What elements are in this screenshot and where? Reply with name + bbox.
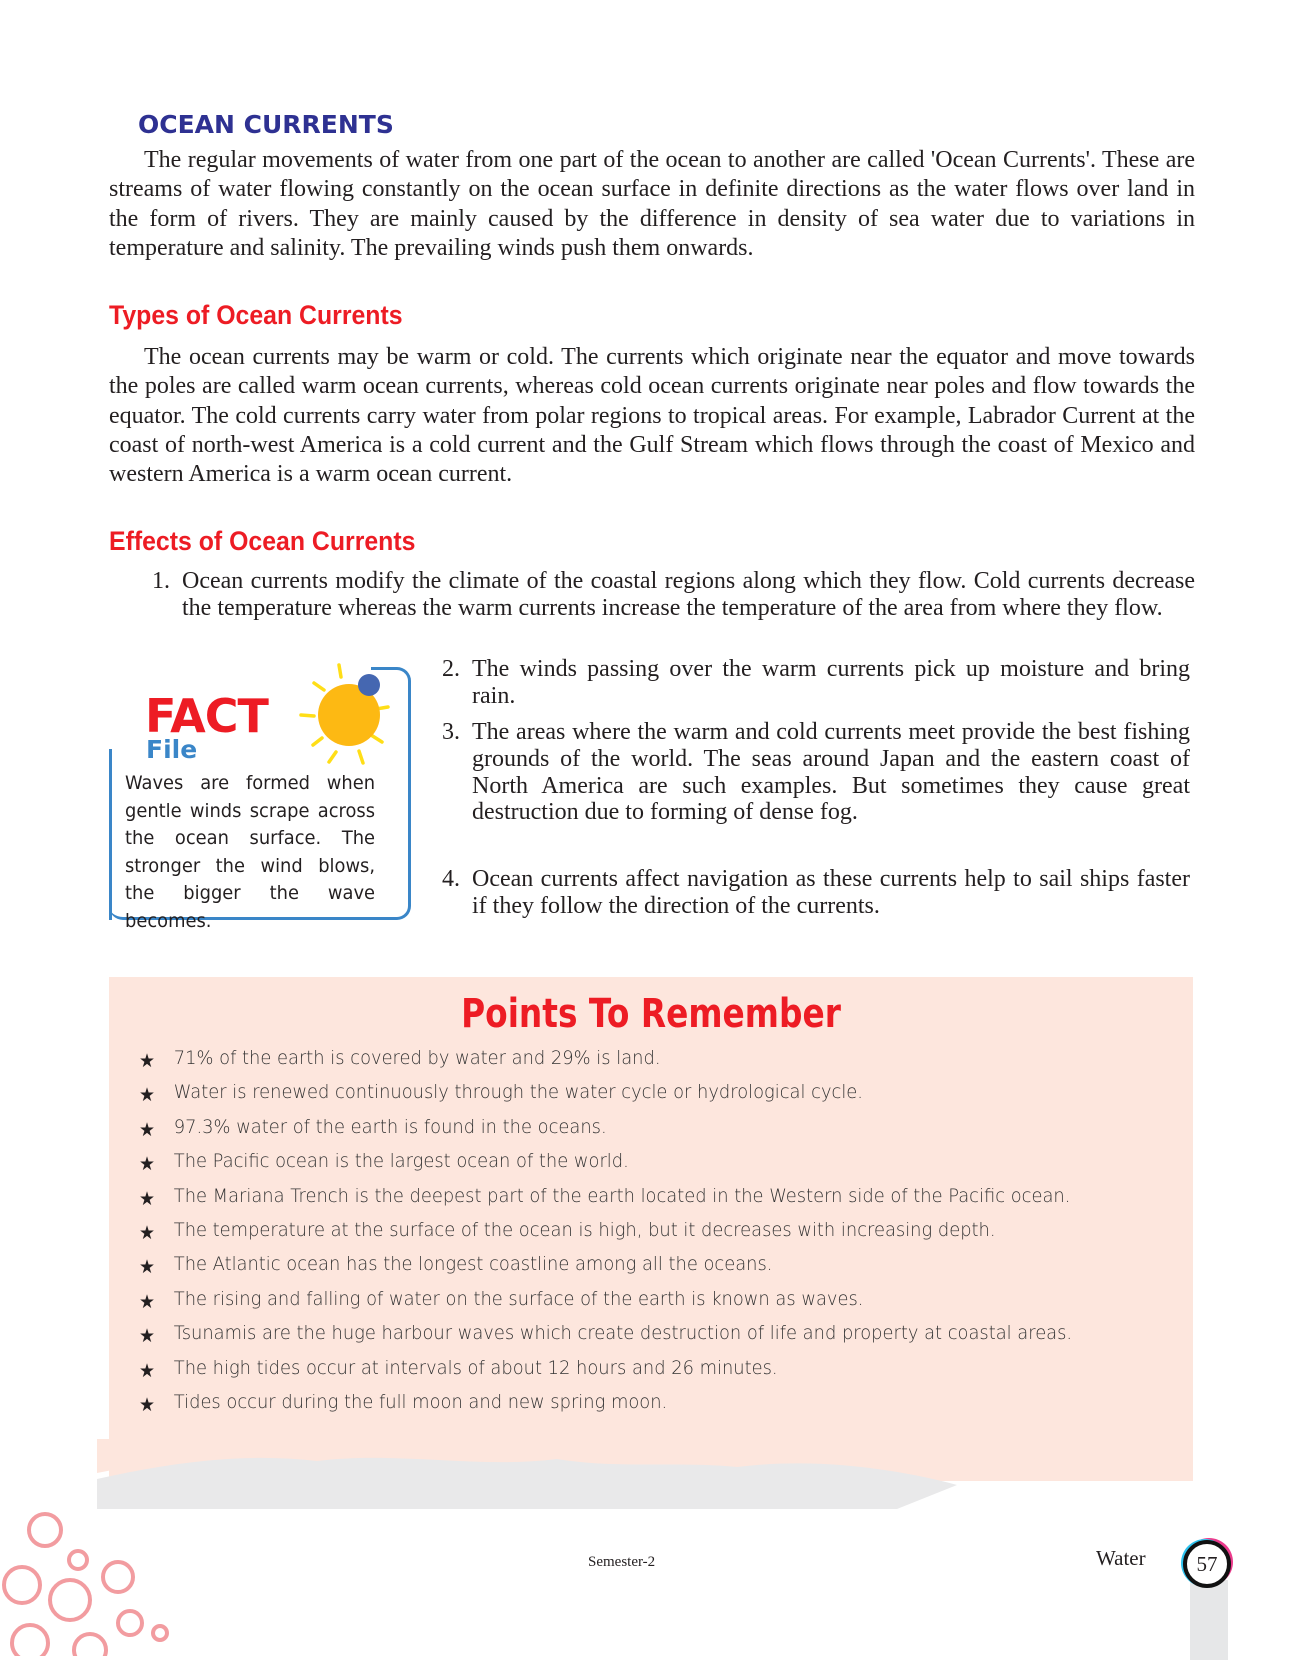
points-title: Points To Remember bbox=[461, 991, 841, 1037]
point-text: The Atlantic ocean has the longest coastline among all the oceans. bbox=[173, 1253, 773, 1276]
point-text: Water is renewed continuously through the water cycle or hydrological cycle. bbox=[173, 1081, 863, 1104]
point-text: The rising and falling of water on the surface of the earth is known as waves. bbox=[173, 1287, 864, 1310]
point-item bbox=[139, 1219, 1072, 1253]
footer-chapter: Water bbox=[1096, 1546, 1146, 1570]
section-heading: OCEAN CURRENTS bbox=[138, 110, 394, 139]
list-item bbox=[442, 719, 1190, 826]
point-text: The temperature at the surface of the ocean is high, but it decreases with increasing depth. bbox=[173, 1218, 996, 1241]
intro-paragraph: The regular movements of water from one part of the ocean to another are called 'Ocean Currents'. These are streams of water flowing constantly on the ocean surface in definite directions as the water flows over land in the form of rivers. They are mainly caused by the difference in density of sea water due to variations in temperature and salinity. The prevailing winds push them onwards. bbox=[109, 147, 1195, 261]
types-paragraph: The ocean currents may be warm or cold. The currents which originate near the equator and move towards the poles are called warm ocean currents, whereas cold ocean currents originate near poles and flow towards the equator. The cold currents carry water from polar regions to tropical areas. For example, Labrador Current at the coast of north-west America is a cold current and the Gulf Stream which flows through the coast of Mexico and western America is a warm ocean current. bbox=[109, 344, 1195, 488]
star-icon: ★ bbox=[139, 1153, 156, 1176]
point-item bbox=[139, 1322, 1072, 1356]
decorative-circles bbox=[0, 1505, 175, 1656]
fact-text: Waves are formed when gentle winds scrape across the ocean surface. The stronger the wind blows, the bigger the wave becomes. bbox=[125, 772, 376, 932]
star-icon: ★ bbox=[139, 1359, 156, 1382]
point-text: 71% of the earth is covered by water and 29% is land. bbox=[173, 1047, 661, 1069]
list-item bbox=[152, 568, 1195, 622]
torn-paper-decoration bbox=[97, 1439, 1197, 1509]
point-text: The high tides occur at intervals of about 12 hours and 26 minutes. bbox=[173, 1356, 778, 1379]
item-number: 4. bbox=[442, 866, 460, 892]
point-text: Tsunamis are the huge harbour waves which create destruction of life and property at coastal areas. bbox=[173, 1322, 1073, 1345]
point-item bbox=[139, 1116, 1072, 1150]
star-icon: ★ bbox=[139, 1256, 156, 1279]
point-text: The Pacific ocean is the largest ocean of the world. bbox=[173, 1150, 629, 1173]
fact-title: FACT bbox=[145, 689, 268, 743]
point-item bbox=[139, 1288, 1072, 1322]
star-icon: ★ bbox=[139, 1325, 156, 1348]
point-item bbox=[139, 1357, 1072, 1391]
list-item bbox=[442, 866, 1190, 920]
point-text: 97.3% water of the earth is found in the oceans. bbox=[173, 1115, 607, 1138]
star-icon: ★ bbox=[139, 1118, 156, 1141]
point-item bbox=[139, 1150, 1072, 1184]
star-icon: ★ bbox=[139, 1393, 156, 1416]
item-text: The winds passing over the warm currents pick up moisture and bring rain. bbox=[472, 656, 1190, 709]
star-icon: ★ bbox=[139, 1187, 156, 1210]
item-text: Ocean currents affect navigation as these currents help to sail ships faster if they follow the direction of the currents. bbox=[472, 866, 1190, 919]
point-item bbox=[139, 1081, 1072, 1115]
points-list bbox=[139, 1047, 1132, 1425]
fact-file-box bbox=[109, 667, 411, 932]
fact-subtitle: File bbox=[146, 735, 198, 764]
point-text: Tides occur during the full moon and new spring moon. bbox=[173, 1390, 668, 1413]
point-item bbox=[139, 1253, 1072, 1287]
point-item bbox=[139, 1391, 1072, 1425]
item-text: The areas where the warm and cold currents meet provide the best fishing grounds of the world. The seas around Japan and the eastern coast of North America are such examples. But sometimes they cause great destruction due to forming of dense fog. bbox=[472, 719, 1190, 826]
effects-heading: Effects of Ocean Currents bbox=[109, 526, 416, 556]
point-item bbox=[139, 1047, 1072, 1081]
page-tab-strip bbox=[1190, 1580, 1228, 1660]
points-to-remember-box bbox=[109, 977, 1193, 1481]
star-icon: ★ bbox=[139, 1290, 156, 1313]
item-text: Ocean currents modify the climate of the coastal regions along which they flow. Cold currents decrease the temperature whereas the warm currents increase the temperature of the area from where they flow. bbox=[182, 568, 1195, 621]
lightbulb-sun-icon bbox=[279, 659, 404, 769]
star-icon: ★ bbox=[139, 1084, 156, 1107]
list-item bbox=[442, 656, 1190, 710]
types-heading: Types of Ocean Currents bbox=[109, 300, 403, 330]
footer-semester: Semester-2 bbox=[588, 1554, 656, 1570]
page-number: 57 bbox=[1183, 1540, 1231, 1588]
item-number: 3. bbox=[442, 719, 460, 745]
star-icon: ★ bbox=[139, 1050, 156, 1072]
point-text: The Mariana Trench is the deepest part of the earth located in the Western side of the Pacific ocean. bbox=[173, 1184, 1071, 1207]
point-item bbox=[139, 1185, 1072, 1219]
item-number: 1. bbox=[152, 568, 170, 594]
star-icon: ★ bbox=[139, 1221, 156, 1244]
item-number: 2. bbox=[442, 656, 460, 682]
